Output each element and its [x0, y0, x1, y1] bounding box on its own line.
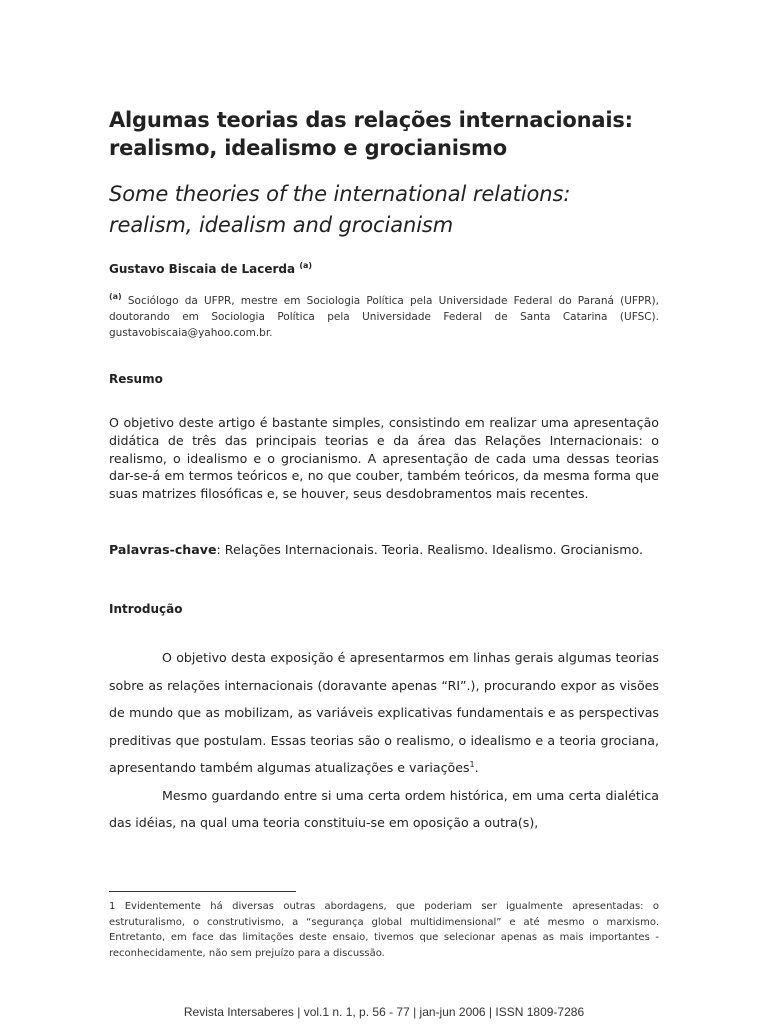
affiliation-text: Sociólogo da UFPR, mestre em Sociologia Política pela Universidade Federal do Paraná (UFPR), doutorando em Sociologia Política pela Universidade Federal de Santa Catarina (UFSC). gustavobiscaia@yahoo.com.br. — [109, 295, 659, 339]
body-paragraph-1-end: . — [474, 760, 479, 775]
title-portuguese — [109, 106, 669, 162]
resumo-heading: Resumo — [109, 372, 163, 386]
title-pt-line-2: realismo, idealismo e grocianismo — [109, 136, 507, 160]
title-pt-line-1: Algumas teorias das relações internacionais: — [109, 108, 633, 132]
abstract-text: O objetivo deste artigo é bastante simples, consistindo em realizar uma apresentação didática de três das principais teorias e da área das Relações Internacionais: o realismo, o idealismo e o grocianismo. A apresentação de cada uma dessas teorias dar-se-á em termos teóricos e, no que couber, também teóricos, da mesma forma que suas matrizes filosóficas e, se houver, seus desdobramentos mais recentes. — [109, 415, 659, 502]
body-text — [109, 644, 659, 837]
keywords-label: Palavras-chave — [109, 542, 217, 557]
footnote-divider — [109, 891, 296, 892]
footnote-1: 1 Evidentemente há diversas outras abordagens, que poderiam ser igualmente apresentadas: o estruturalismo, o construtivismo, a “segurança global multidimensional” e até mesmo o marxismo. Entretanto, em face das limitações deste ensaio, tivemos que selecionar apenas as mais importantes - reconhecidamente, não sem prejuízo para a discussão. — [109, 901, 659, 959]
journal-footer: Revista Intersaberes | vol.1 n. 1, p. 56 - 77 | jan-jun 2006 | ISSN 1809-7286 — [183, 1005, 585, 1019]
keywords-text: : Relações Internacionais. Teoria. Realismo. Idealismo. Grocianismo. — [216, 542, 643, 557]
author-name: Gustavo Biscaia de Lacerda — [109, 262, 296, 276]
author-affiliation-marker: (a) — [299, 261, 313, 270]
title-english — [109, 179, 669, 241]
author-line — [109, 261, 312, 276]
affiliation-marker: (a) — [109, 292, 122, 301]
body-paragraph-1 — [109, 644, 659, 782]
intro-heading: Introdução — [109, 602, 183, 616]
body-paragraph-1-text: O objetivo desta exposição é apresentarmos em linhas gerais algumas teorias sobre as relações internacionais (doravante apenas “RI”.), procurando expor as visões de mundo que as mobilizam, as variáveis explicativas fundamentais e as perspectivas preditivas que postulam. Essas teorias são o realismo, o idealismo e a teoria grociana, apresentando também algumas atualizações e variações — [109, 650, 659, 775]
affiliation-note — [109, 289, 659, 341]
title-en-line-1: Some theories of the international relations: — [109, 182, 571, 206]
body-paragraph-2: Mesmo guardando entre si uma certa ordem histórica, em uma certa dialética das idéias, na qual uma teoria constituiu-se em oposição a outra(s), — [109, 787, 659, 830]
keywords — [109, 541, 659, 559]
title-en-line-2: realism, idealism and grocianism — [109, 213, 454, 237]
footnote-reference-1: 1 — [469, 760, 475, 769]
